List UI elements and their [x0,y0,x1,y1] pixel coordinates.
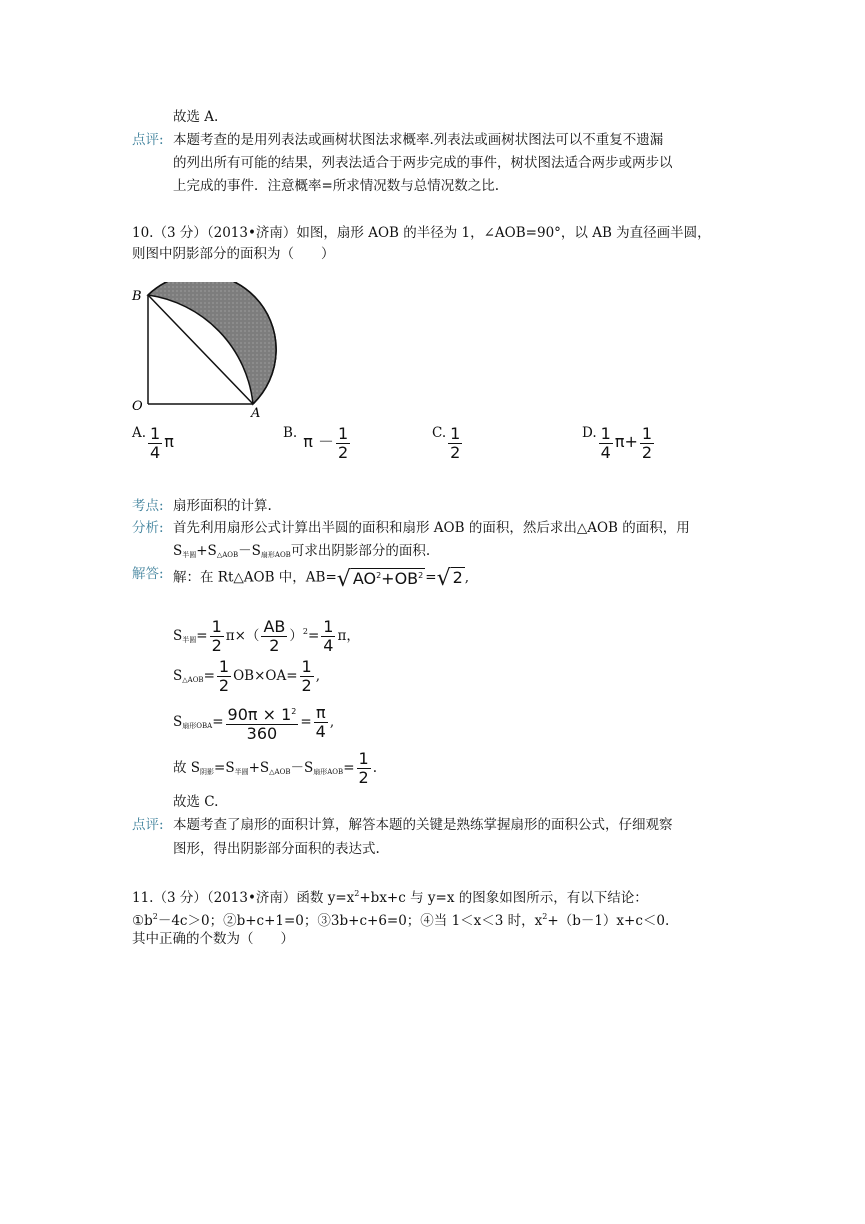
shaded-region [148,282,276,404]
numerator: 1 [358,749,369,768]
answer-line: 故选 A. [173,109,219,125]
solution-step-1 [173,566,469,590]
solution-step-4 [173,702,334,746]
numerator: 1 [323,617,334,636]
superscript: 2 [376,571,382,580]
symbol: = [196,628,208,644]
symbol: = [203,668,215,684]
label-b: B [132,289,142,304]
analysis-formula [173,541,430,565]
denominator: 2 [269,636,280,655]
radicand: +OB [381,569,419,588]
symbol: S [173,543,183,559]
step-text: = [425,569,437,586]
option-head: π － [303,432,334,451]
numerator: 1 [641,424,653,443]
subscript: △AOB [216,551,239,559]
question-10-stem: 10.（3 分）（2013•济南）如图，扇形 AOB 的半径为 1，∠AOB=90°，以 AB 为直径画半圆， [132,225,711,241]
symbol: S [173,628,183,644]
superscript: 2 [542,912,548,921]
step-text: , [315,668,320,684]
symbol: +S [196,543,217,559]
symbol: = [212,714,224,730]
fraction [261,618,287,655]
label-a: A [251,406,261,421]
solution-step-3 [173,656,320,700]
comment-text: 本题考查的是用列表法或画树状图法求概率.列表法或画树状图法可以不重复不遗漏 [173,132,664,148]
sqrt-expression: √ 2 [436,565,463,591]
numerator: 1 [600,424,611,443]
subscript: △AOB [182,676,204,684]
superscript: 2 [418,571,424,580]
fraction [300,658,314,695]
question-11-stem [132,884,648,908]
option-d [582,425,656,462]
step-text: , [464,569,470,586]
option-prefix: B. [283,425,298,441]
step-text: 故 S [173,760,201,776]
comment-text: 图形，得出阴影部分面积的表达式. [173,841,380,857]
denominator: 4 [150,443,161,462]
subscript: △AOB [269,768,291,776]
numerator: AB [263,617,286,636]
symbol: = [307,628,320,644]
comment-label: 点评: [132,132,164,148]
label-o: O [132,399,143,414]
denominator: 2 [337,443,349,462]
subscript: 半圆 [182,551,197,559]
symbol: = [300,714,312,730]
stem-text: +bx+c 与 y=x 的图象如图所示，有以下结论： [359,890,648,906]
symbol: =S [214,760,235,776]
solution-conclusion: 故选 C. [173,794,219,810]
step-text: π×（ [225,628,260,644]
denominator: 2 [358,768,369,787]
superscript: 2 [302,627,308,636]
question-11-prompt: 其中正确的个数为（ ） [132,931,294,947]
keypoint-label: 考点: [132,498,164,514]
denominator: 2 [211,636,222,655]
fraction [314,704,328,741]
radicand: AO [352,569,377,588]
option-prefix: C. [432,425,447,441]
symbol: －S [238,543,261,559]
denominator: 2 [301,676,312,695]
step-text: ） [289,628,303,644]
numerator: 90π × 1 [227,704,292,724]
denominator: 4 [600,443,611,462]
subscript: 阴影 [200,768,215,776]
analysis-label: 分析: [132,520,164,536]
option-a [132,425,174,462]
analysis-tail: 可求出阴影部分的面积. [290,543,431,559]
step-text: . [372,760,377,776]
subscript: 半圆 [182,636,197,644]
option-prefix: D. [582,425,597,441]
radicand: 2 [452,567,463,587]
symbol: －S [290,760,314,776]
fraction [357,750,371,787]
step-text: , [329,714,335,730]
sector-figure [128,282,288,422]
option-b [283,425,352,462]
fraction [226,703,299,743]
symbol: S [173,668,183,684]
numerator: 1 [211,617,222,636]
comment-text: 的列出所有可能的结果，列表法适合于两步完成的事件，树状图法适合两步或两步以 [173,155,673,171]
denominator: 4 [323,636,334,655]
fraction [599,425,613,462]
denominator: 2 [641,443,653,462]
step-text: π， [337,628,360,644]
option-c [432,425,464,462]
superscript: 2 [354,889,360,898]
comment-text: 本题考查了扇形的面积计算，解答本题的关键是熟练掌握扇形的面积公式，仔细观察 [173,817,673,833]
option-prefix: A. [132,425,147,441]
comment-label: 点评: [132,817,164,833]
fraction [640,425,654,462]
superscript: 2 [291,706,297,716]
analysis-text: 首先利用扇形公式计算出半圆的面积和扇形 AOB 的面积，然后求出△AOB 的面积，用 [173,520,690,536]
subscript: 扇形AOB [260,551,291,559]
fraction [217,658,231,695]
fraction [448,425,462,462]
denominator: 2 [450,443,461,462]
symbol: S [173,714,183,730]
stem-text: +（b－1）x+c＜0. [547,913,670,929]
comment-text: 上完成的事件．注意概率=所求情况数与总情况数之比. [173,178,500,194]
option-mid: π+ [614,432,638,451]
fraction [148,425,162,462]
keypoint-text: 扇形面积的计算. [173,498,272,514]
denominator: 4 [315,722,326,741]
superscript: 2 [152,912,158,921]
numerator: 1 [450,424,461,443]
solution-step-2 [173,612,360,660]
question-11-conclusions [132,907,669,931]
stem-text: －4c＞0；②b+c+1=0；③3b+c+6=0；④当 1＜x＜3 时，x [157,913,543,929]
option-tail: π [164,432,174,451]
denominator: 2 [218,676,230,695]
subscript: 扇形OBA [182,722,213,730]
symbol: = [343,760,355,776]
numerator: 1 [218,657,230,676]
fraction [336,425,350,462]
stem-text: 11.（3 分）（2013•济南）函数 y=x [132,890,355,906]
step-text: OB×OA= [233,668,298,684]
numerator: π [314,704,328,723]
question-10-stem: 则图中阴影部分的面积为（ ） [132,246,335,262]
sqrt-expression: √ $AO^2+OB^2$ [336,567,424,592]
step-text: 解：在 Rt△AOB 中，AB= [173,569,337,586]
numerator: 1 [337,424,349,443]
solution-label: 解答: [132,566,164,582]
subscript: 扇形AOB [313,768,344,776]
subscript: 半圆 [234,768,249,776]
symbol: +S [248,760,270,776]
numerator: 1 [301,657,312,676]
fraction [321,618,335,655]
fraction [210,618,224,655]
solution-step-5 [173,748,377,792]
denominator: 360 [246,723,278,743]
stem-text: ①b [132,913,153,929]
numerator: 1 [150,424,161,443]
